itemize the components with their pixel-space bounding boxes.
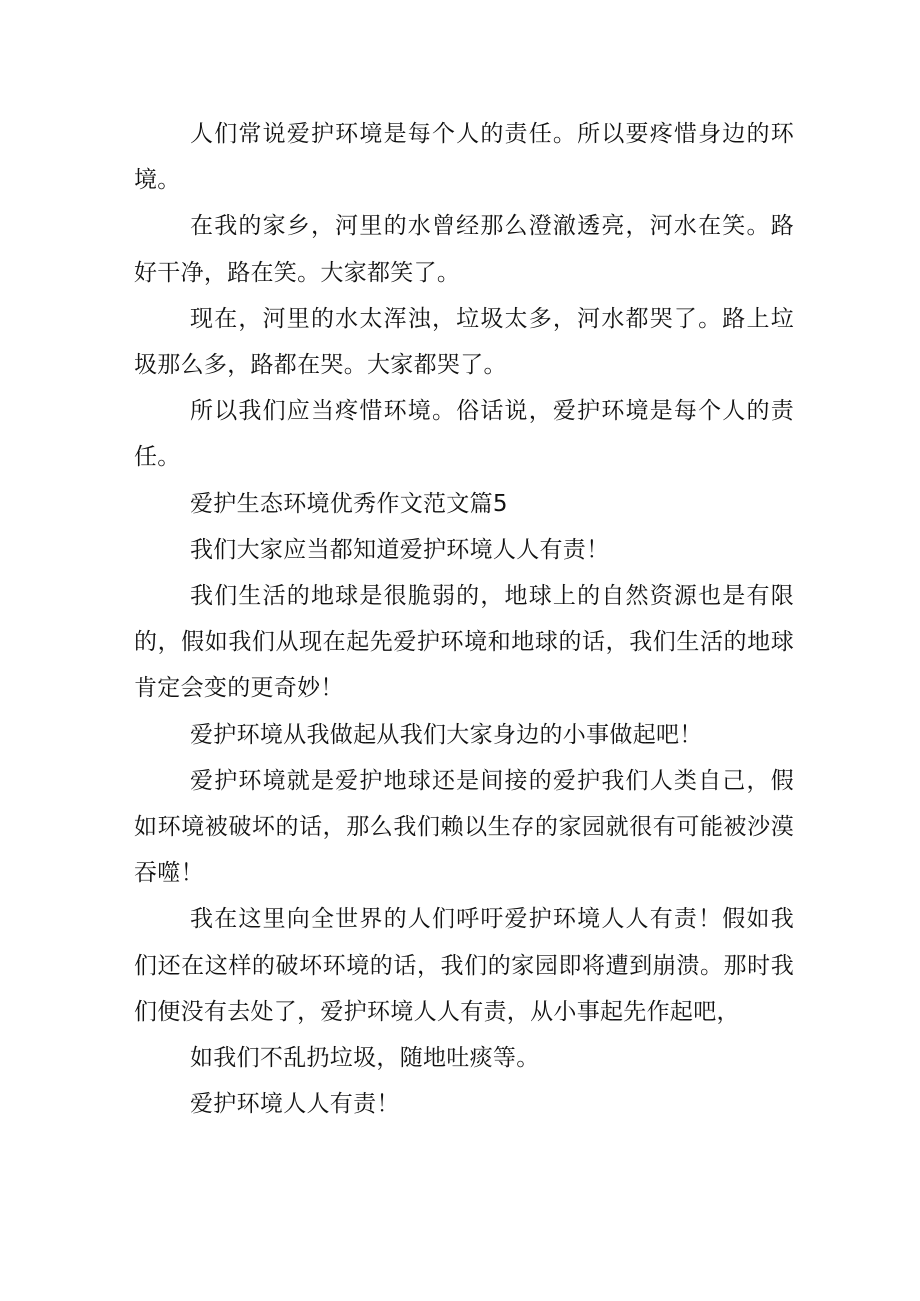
paragraph-3: 现在，河里的水太浑浊，垃圾太多，河水都哭了。路上垃圾那么多，路都在哭。大家都哭了。	[134, 305, 794, 379]
paragraph-2: 在我的家乡，河里的水曾经那么澄澈透亮，河水在笑。路好干净，路在笑。大家都笑了。	[134, 213, 794, 286]
paragraph-6: 我们生活的地球是很脆弱的，地球上的自然资源也是有限的，假如我们从现在起先爱护环境和地球的话，我们生活的地球肯定会变的更奇妙！	[134, 583, 794, 702]
paragraph-8: 爱护环境就是爱护地球还是间接的爱护我们人类自己，假如环境被破坏的话，那么我们赖以生存的家园就很有可能被沙漠吞噬！	[134, 767, 794, 887]
paragraph-4: 所以我们应当疼惜环境。俗话说，爱护环境是每个人的责任。	[134, 398, 794, 471]
section-heading: 爱护生态环境优秀作文范文篇5	[190, 490, 508, 517]
paragraph-10: 如我们不乱扔垃圾，随地吐痰等。	[190, 1045, 540, 1072]
document-body	[134, 111, 794, 1127]
paragraph-5: 我们大家应当都知道爱护环境人人有责！	[190, 536, 610, 563]
paragraph-7: 爱护环境从我做起从我们大家身边的小事做起吧！	[190, 721, 703, 748]
paragraph-1: 人们常说爱护环境是每个人的责任。所以要疼惜身边的环境。	[134, 121, 794, 194]
paragraph-9: 我在这里向全世界的人们呼吁爱护环境人人有责！假如我们还在这样的破坏环境的话，我们的家园即将遭到崩溃。那时我们便没有去处了，爱护环境人人有责，从小事起先作起吧，	[134, 906, 794, 1025]
paragraph-11: 爱护环境人人有责！	[190, 1091, 400, 1118]
